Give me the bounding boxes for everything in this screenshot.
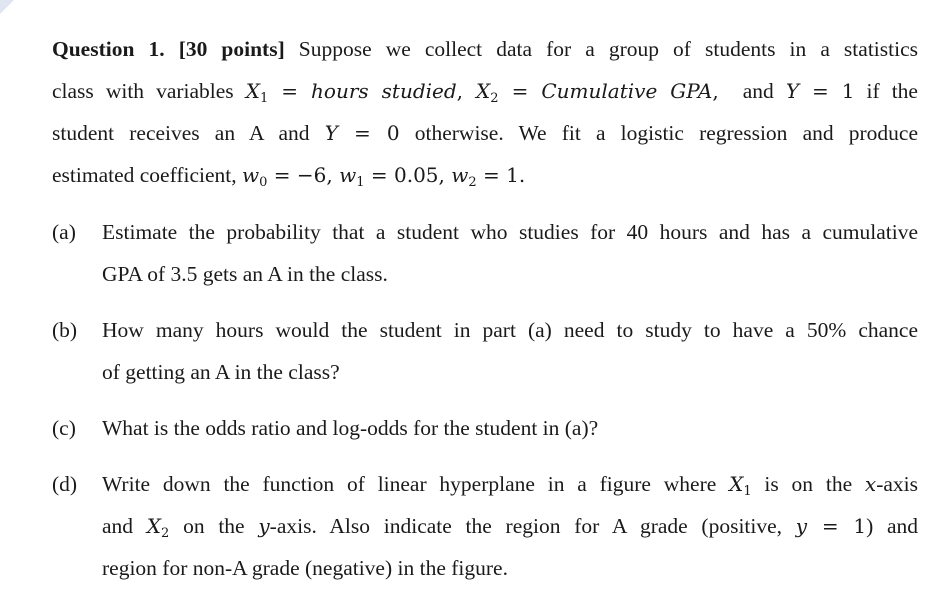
and-text: and xyxy=(718,79,786,103)
part-d-text-2-post: ) and xyxy=(866,514,919,538)
equals-2: = xyxy=(498,79,542,103)
var-y: Y xyxy=(785,79,800,103)
comma-2: , xyxy=(712,79,719,103)
var-x1: $X_1$ xyxy=(245,79,269,106)
question-title: Question 1. xyxy=(52,37,165,61)
intro-text-1: Suppose we collect data for a group of students in a statistics xyxy=(298,37,918,61)
intro-text-3-post: otherwise. We fit a logistic regression and produce xyxy=(399,121,918,145)
part-d-line-1 xyxy=(102,463,918,505)
part-d-label: (d) xyxy=(52,472,78,496)
part-b-line-2: of getting an A in the class? xyxy=(102,360,340,384)
var-cumulative-gpa: Cumulative GPA xyxy=(541,79,713,103)
question-points: [30 points] xyxy=(178,37,285,61)
part-a-label: (a) xyxy=(52,220,76,244)
coef-w1: $w_1$ xyxy=(339,163,365,190)
part-b-line-1: How many hours would the student in part (a) need to study to have a 50% chance xyxy=(102,318,918,342)
part-d-equals-one: = 1 xyxy=(807,514,867,538)
part-d-var-x: x xyxy=(864,472,877,496)
question-document xyxy=(52,28,918,603)
part-d-line-2 xyxy=(102,505,918,547)
coef-w0: $w_0$ xyxy=(242,163,268,190)
part-d-text-2-mid: on the xyxy=(169,514,259,538)
corner-decoration xyxy=(0,0,14,14)
part-d-var-x1: $X_1$ xyxy=(729,472,752,499)
part-b xyxy=(52,309,918,393)
var-y-2: Y xyxy=(324,121,338,145)
part-d-text-2-pre: and xyxy=(102,514,147,538)
part-b-label: (b) xyxy=(52,318,78,342)
part-c xyxy=(52,407,918,449)
question-intro-line-2 xyxy=(52,70,918,112)
equals-3: = 1 xyxy=(799,79,855,103)
part-d-var-y: y xyxy=(258,514,270,538)
equals-zero: = 0 xyxy=(337,121,400,145)
comma-1: , xyxy=(456,79,477,103)
intro-text-2-post: if the xyxy=(854,79,918,103)
part-d-line-3: region for non-A grade (negative) in the figure. xyxy=(102,556,508,580)
part-a-line-1: Estimate the probability that a student who studies for 40 hours and has a cumulative xyxy=(102,220,918,244)
part-d xyxy=(52,463,918,589)
part-d-var-y-2: y xyxy=(795,514,808,538)
intro-text-4-pre: estimated coefficient, xyxy=(52,163,243,187)
coef-w2-value: = 1. xyxy=(476,163,526,187)
part-d-text-1-pre: Write down the function of linear hyperplane in a figure where xyxy=(102,472,730,496)
question-intro-line-3 xyxy=(52,112,918,154)
coef-w1-value: = 0.05, xyxy=(364,163,452,187)
var-hours-studied: hours studied xyxy=(311,79,457,103)
part-c-label: (c) xyxy=(52,416,76,440)
var-x2: $X_2$ xyxy=(476,79,499,106)
intro-text-2-pre: class with variables xyxy=(52,79,246,103)
part-a xyxy=(52,211,918,295)
question-parts xyxy=(52,211,918,589)
part-d-var-x2: $X_2$ xyxy=(146,514,170,541)
question-intro-line-4 xyxy=(52,154,918,196)
question-intro-line-1 xyxy=(52,28,918,70)
intro-text-3-pre: student receives an A and xyxy=(52,121,325,145)
equals-1: = xyxy=(268,79,312,103)
part-c-line-1: What is the odds ratio and log-odds for the student in (a)? xyxy=(102,416,599,440)
coef-w2: $w_2$ xyxy=(451,163,477,190)
part-a-line-2: GPA of 3.5 gets an A in the class. xyxy=(102,262,388,286)
part-d-text-2-mid2: -axis. Also indicate the region for A grade (positive, xyxy=(269,514,796,538)
part-d-text-1-mid: is on the xyxy=(751,472,865,496)
part-d-text-1-post: -axis xyxy=(876,472,918,496)
coef-w0-value: = −6, xyxy=(267,163,340,187)
